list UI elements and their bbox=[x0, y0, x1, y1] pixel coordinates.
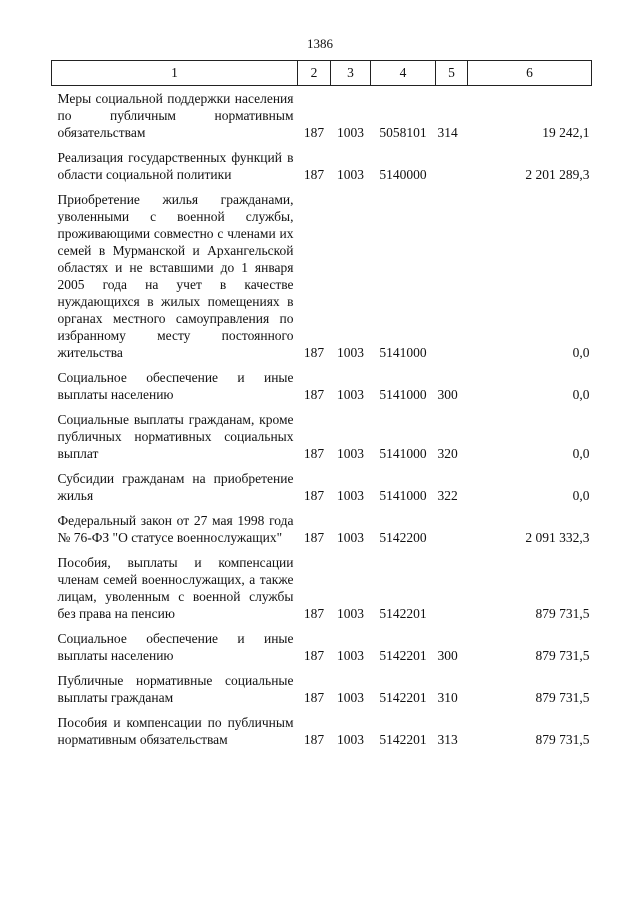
table-row bbox=[52, 622, 592, 664]
table-body bbox=[52, 86, 592, 749]
table-row bbox=[52, 462, 592, 504]
row-expense-type bbox=[436, 504, 468, 546]
row-amount: 879 731,5 bbox=[535, 606, 590, 621]
row-target-code: 5141000 bbox=[379, 345, 427, 360]
row-name: Федеральный закон от 27 мая 1998 года № 76-ФЗ "О статусе военнослужащих" bbox=[57, 513, 294, 545]
row-expense-type bbox=[436, 141, 468, 183]
row-admin-code: 187 bbox=[303, 488, 325, 503]
row-admin-code: 187 bbox=[303, 690, 325, 705]
row-name: Субсидии гражданам на приобретение жилья bbox=[57, 471, 294, 503]
row-name: Пособия и компенсации по публичным нормативным обязательствам bbox=[57, 715, 294, 747]
table-row bbox=[52, 183, 592, 361]
row-name: Социальное обеспечение и иные выплаты населению bbox=[57, 370, 294, 402]
row-section-code: 1003 bbox=[337, 606, 364, 621]
row-target-code: 5141000 bbox=[379, 387, 427, 402]
row-admin-code: 187 bbox=[303, 530, 325, 545]
row-name: Реализация государственных функций в области социальной политики bbox=[57, 150, 294, 182]
row-section-code: 1003 bbox=[337, 387, 364, 402]
header-col-3: 3 bbox=[331, 61, 371, 86]
row-section-code: 1003 bbox=[337, 345, 364, 360]
row-admin-code: 187 bbox=[303, 387, 325, 402]
row-admin-code: 187 bbox=[303, 345, 325, 360]
row-section-code: 1003 bbox=[337, 488, 364, 503]
row-section-code: 1003 bbox=[337, 648, 364, 663]
row-amount: 0,0 bbox=[572, 387, 590, 402]
row-section-code: 1003 bbox=[337, 732, 364, 747]
row-name: Приобретение жилья гражданами, уволенными с военной службы, проживающими совместно с членами их семей в Мурманской и Архангельской областях и не вставшими до 1 января 2005 года на учет в качестве нуждающихся в жилых помещениях в органах местного самоуправления по избранному месту постоянного жительства bbox=[57, 192, 294, 360]
row-target-code: 5142201 bbox=[379, 690, 427, 705]
row-target-code: 5142200 bbox=[379, 530, 427, 545]
table-row bbox=[52, 86, 592, 142]
row-target-code: 5141000 bbox=[379, 446, 427, 461]
row-expense-type bbox=[436, 546, 468, 622]
row-target-code: 5140000 bbox=[379, 167, 427, 182]
table-row bbox=[52, 141, 592, 183]
row-name: Меры социальной поддержки населения по публичным нормативным обязательствам bbox=[57, 91, 294, 140]
header-col-4: 4 bbox=[371, 61, 436, 86]
row-admin-code: 187 bbox=[303, 606, 325, 621]
row-admin-code: 187 bbox=[303, 125, 325, 140]
row-amount: 879 731,5 bbox=[535, 732, 590, 747]
row-expense-type: 320 bbox=[437, 446, 458, 461]
row-name: Пособия, выплаты и компенсации членам семей военнослужащих, а также лицам, уволенным с военной службы без права на пенсию bbox=[57, 555, 294, 621]
table-row bbox=[52, 706, 592, 748]
row-target-code: 5141000 bbox=[379, 488, 427, 503]
table-row bbox=[52, 546, 592, 622]
header-col-6: 6 bbox=[468, 61, 592, 86]
row-section-code: 1003 bbox=[337, 690, 364, 705]
page-number: 1386 bbox=[307, 36, 333, 51]
row-amount: 0,0 bbox=[572, 488, 590, 503]
row-amount: 19 242,1 bbox=[542, 125, 590, 140]
row-section-code: 1003 bbox=[337, 446, 364, 461]
table-row bbox=[52, 664, 592, 706]
row-amount: 2 091 332,3 bbox=[525, 530, 590, 545]
row-amount: 0,0 bbox=[572, 345, 590, 360]
row-expense-type: 300 bbox=[437, 648, 458, 663]
row-expense-type bbox=[436, 183, 468, 361]
row-admin-code: 187 bbox=[303, 446, 325, 461]
row-expense-type: 300 bbox=[437, 387, 458, 402]
row-name: Социальные выплаты гражданам, кроме публичных нормативных социальных выплат bbox=[57, 412, 294, 461]
row-target-code: 5142201 bbox=[379, 606, 427, 621]
budget-table bbox=[51, 60, 592, 748]
row-amount: 879 731,5 bbox=[535, 648, 590, 663]
row-name: Социальное обеспечение и иные выплаты населению bbox=[57, 631, 294, 663]
row-target-code: 5058101 bbox=[379, 125, 427, 140]
row-admin-code: 187 bbox=[303, 648, 325, 663]
row-name: Публичные нормативные социальные выплаты гражданам bbox=[57, 673, 294, 705]
row-target-code: 5142201 bbox=[379, 648, 427, 663]
row-section-code: 1003 bbox=[337, 167, 364, 182]
row-expense-type: 313 bbox=[437, 732, 458, 747]
row-admin-code: 187 bbox=[303, 732, 325, 747]
table-header bbox=[52, 61, 592, 86]
header-col-2: 2 bbox=[298, 61, 331, 86]
row-amount: 0,0 bbox=[572, 446, 590, 461]
header-col-5: 5 bbox=[436, 61, 468, 86]
row-amount: 2 201 289,3 bbox=[525, 167, 590, 182]
row-expense-type: 322 bbox=[437, 488, 458, 503]
row-admin-code: 187 bbox=[303, 167, 325, 182]
header-col-1: 1 bbox=[52, 61, 298, 86]
header-row bbox=[52, 61, 592, 86]
row-expense-type: 310 bbox=[437, 690, 458, 705]
table-row bbox=[52, 403, 592, 462]
table-row bbox=[52, 361, 592, 403]
row-section-code: 1003 bbox=[337, 530, 364, 545]
row-amount: 879 731,5 bbox=[535, 690, 590, 705]
table-row bbox=[52, 504, 592, 546]
row-target-code: 5142201 bbox=[379, 732, 427, 747]
row-section-code: 1003 bbox=[337, 125, 364, 140]
row-expense-type: 314 bbox=[437, 125, 458, 140]
